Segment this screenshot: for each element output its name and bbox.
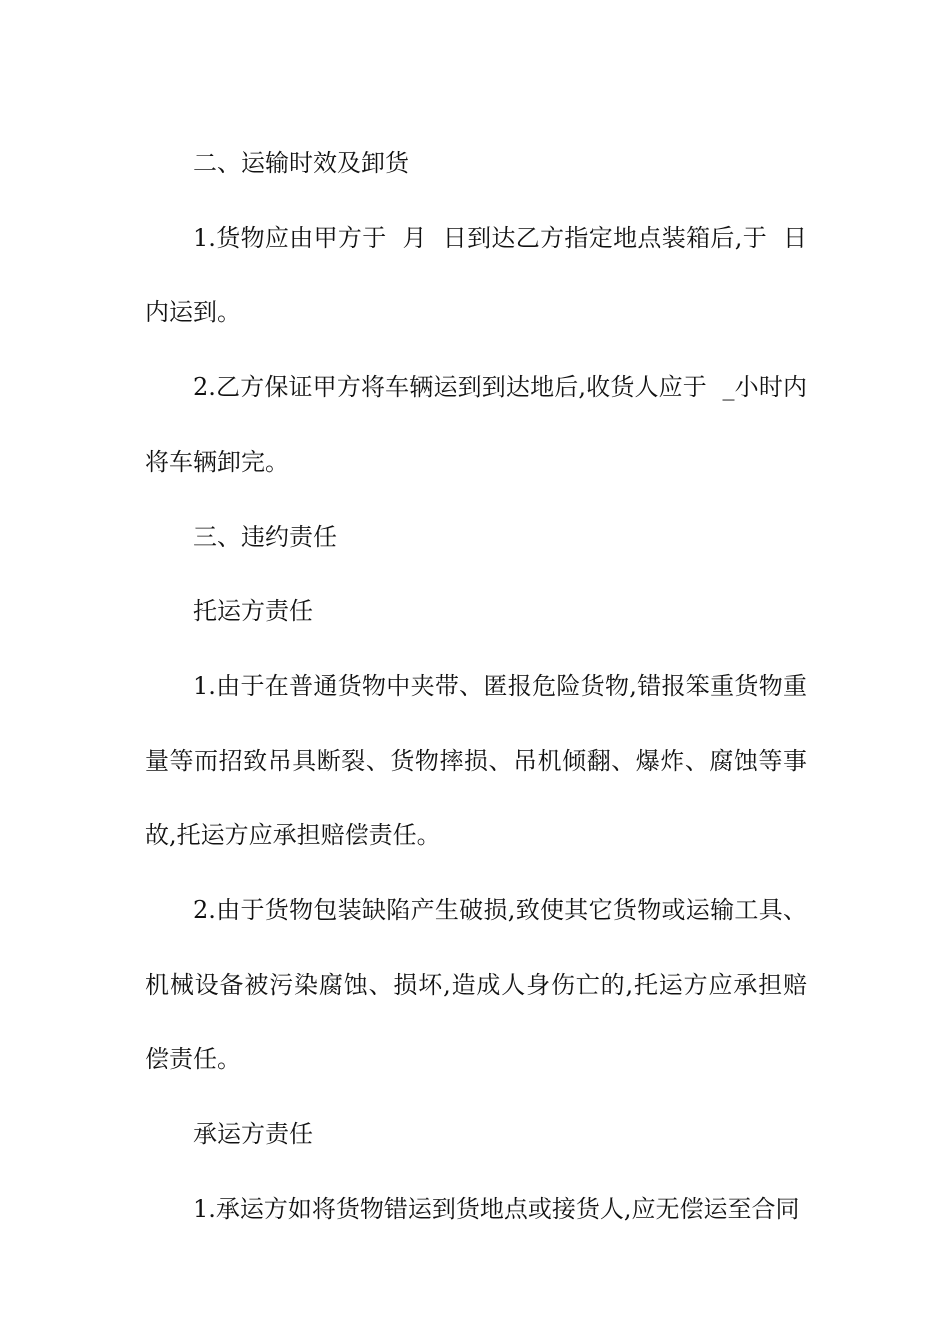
section-heading-liability: 三、违约责任	[193, 522, 337, 551]
clause-unloading-time: 2.乙方保证甲方将车辆运到到达地后,收货人应于 _小时内将车辆卸完。	[145, 373, 807, 476]
subheading-carrier-liability: 承运方责任	[193, 1120, 313, 1149]
document-body	[145, 126, 807, 1247]
clause-shipper-packaging: 2.由于货物包装缺陷产生破损,致使其它货物或运输工具、机械设备被污染腐蚀、损坏,造成人身伤亡的,托运方应承担赔偿责任。	[145, 896, 807, 1074]
subheading-shipper-liability: 托运方责任	[193, 597, 313, 626]
clause-shipper-dangerous-goods: 1.由于在普通货物中夹带、匿报危险货物,错报笨重货物重量等而招致吊具断裂、货物摔损、吊机倾翻、爆炸、腐蚀等事故,托运方应承担赔偿责任。	[145, 671, 807, 850]
clause-carrier-misdelivery: 1.承运方如将货物错运到货地点或接货人,应无偿运至合同	[193, 1194, 800, 1223]
section-heading-transport-time: 二、运输时效及卸货	[193, 149, 409, 177]
clause-arrival-time: 1.货物应由甲方于 月 日到达乙方指定地点装箱后,于 日内运到。	[145, 223, 807, 327]
